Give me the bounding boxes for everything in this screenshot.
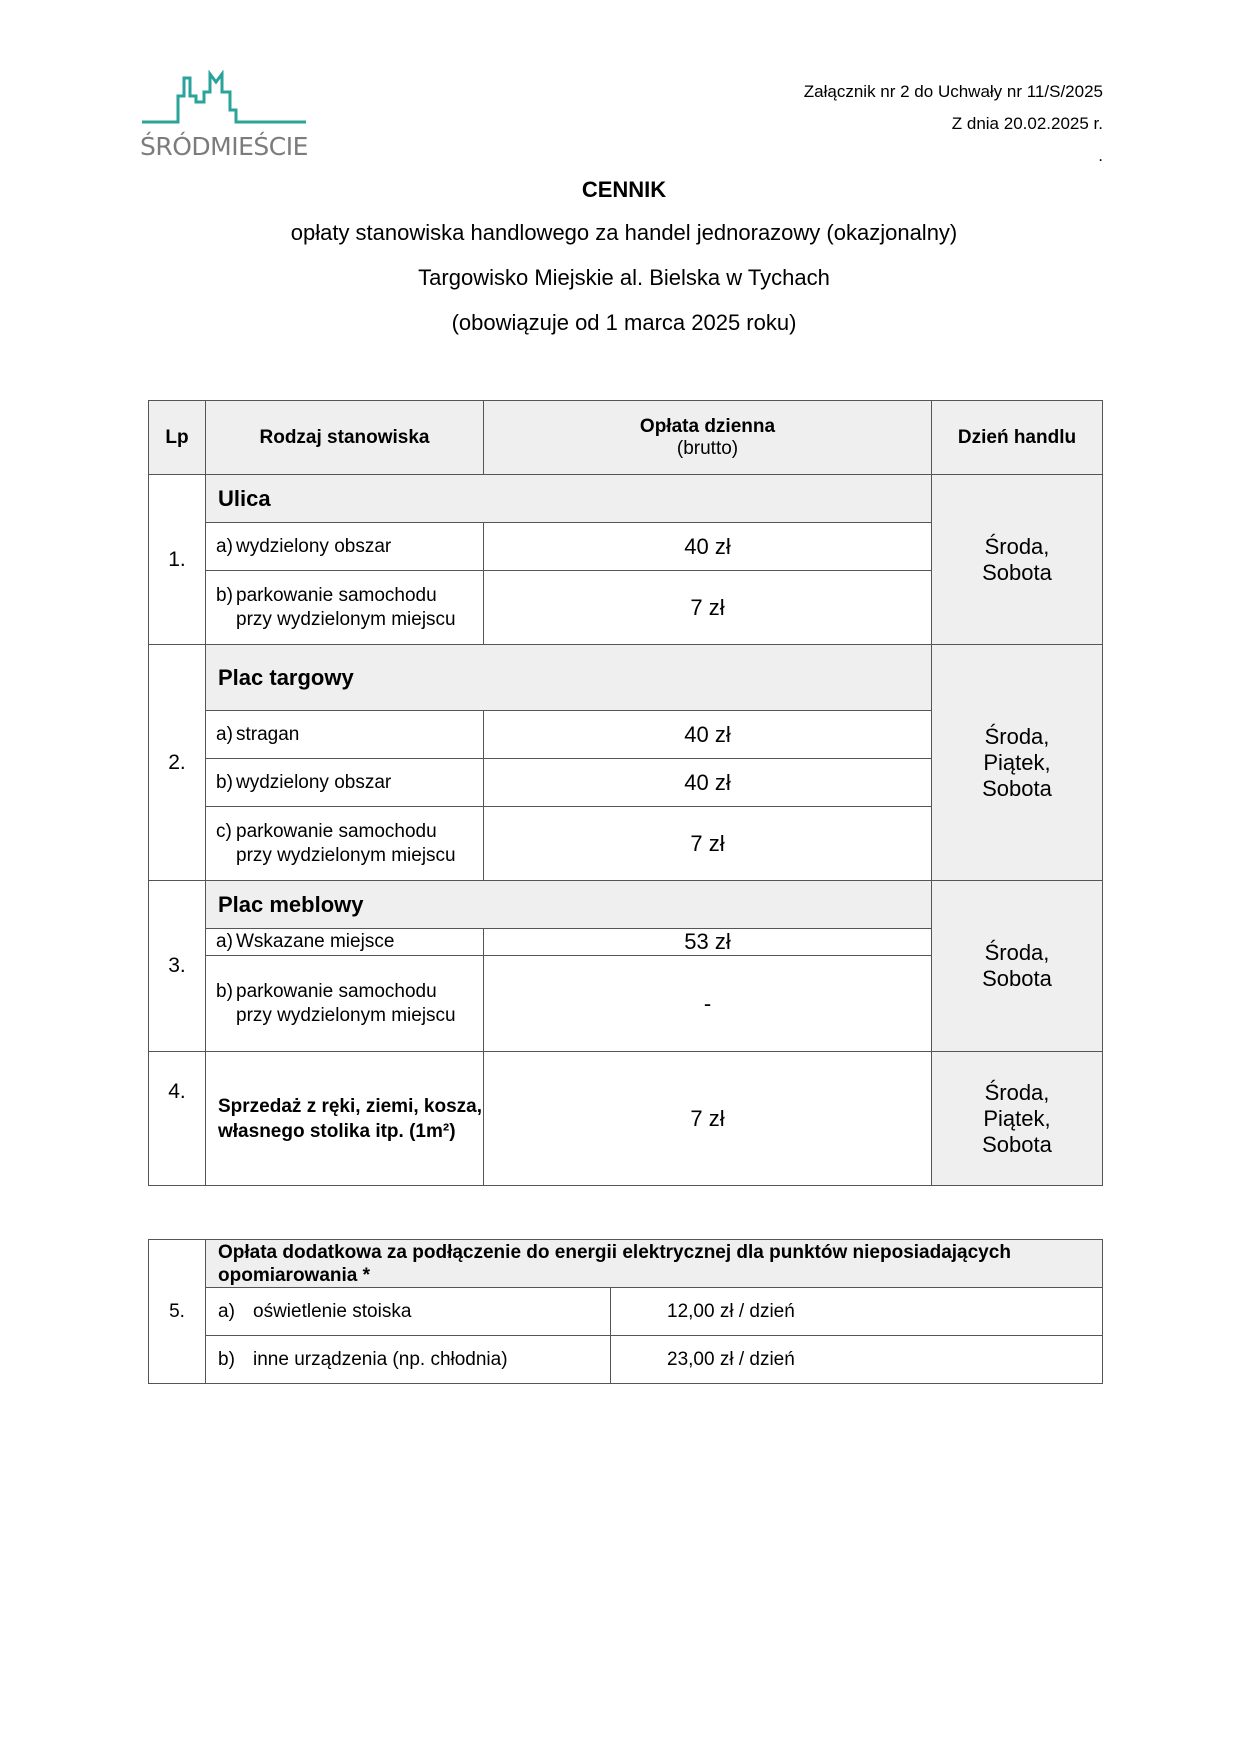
skyline-logo-icon [140, 70, 310, 130]
trading-days [932, 1052, 1103, 1186]
header-fee [484, 401, 932, 475]
table-row [149, 881, 1103, 929]
day: Środa, [984, 723, 1050, 749]
item-price: - [484, 956, 932, 1052]
header-day: Dzień handlu [932, 401, 1103, 475]
item-text: wydzielony obszar [236, 535, 392, 557]
trading-days [932, 881, 1103, 1052]
subtitle-fee: opłaty stanowiska handlowego za handel jednorazowy (okazjonalny) [290, 220, 958, 245]
day: Sobota [982, 1131, 1052, 1157]
item-name [206, 571, 484, 645]
day: Środa, [984, 940, 1050, 965]
category-label: Plac meblowy [206, 881, 932, 929]
item-letter: b) [216, 980, 233, 1002]
price-table [148, 400, 1103, 1186]
item-letter: b) [216, 771, 233, 793]
title-block [148, 170, 1100, 345]
table-row [149, 1336, 1103, 1384]
day: Sobota [982, 559, 1052, 585]
item-name [206, 807, 484, 881]
item-name [206, 929, 484, 956]
table-row [149, 1240, 1103, 1288]
table-row [149, 475, 1103, 523]
header-fee-sub: (brutto) [676, 437, 739, 459]
day: Sobota [982, 775, 1052, 801]
item-price: 7 zł [484, 571, 932, 645]
item-text: parkowanie samochodu przy wydzielonym miejscu [236, 584, 456, 630]
row-number: 1. [149, 475, 206, 645]
day: Środa, [984, 1079, 1050, 1105]
header-fee-label: Opłata dzienna [639, 415, 776, 437]
item-price: 23,00 zł / dzień [611, 1336, 1103, 1384]
item-letter: b) [218, 1348, 235, 1370]
item-price: 40 zł [484, 711, 932, 759]
item-letter: a) [216, 535, 233, 557]
item-text: stragan [236, 723, 300, 745]
day: Sobota [982, 966, 1052, 991]
trading-days [932, 645, 1103, 881]
item-name [206, 1288, 611, 1336]
annex-date: Z dnia 20.02.2025 r. [951, 114, 1103, 133]
category-label: Plac targowy [206, 645, 932, 711]
table-row [149, 1052, 1103, 1186]
annex-line: Załącznik nr 2 do Uchwały nr 11/S/2025 [803, 82, 1103, 101]
annex-dot: . [1098, 146, 1103, 165]
item-letter: a) [216, 723, 233, 745]
extra-fee-table [148, 1239, 1103, 1384]
item-price: 12,00 zł / dzień [611, 1288, 1103, 1336]
trading-days [932, 475, 1103, 645]
category-label: Ulica [206, 475, 932, 523]
row-number: 2. [149, 645, 206, 881]
item-text: parkowanie samochodu przy wydzielonym miejscu [236, 820, 456, 866]
header-lp: Lp [149, 401, 206, 475]
item-name [206, 759, 484, 807]
item-letter: b) [216, 584, 233, 606]
row-number: 3. [149, 881, 206, 1052]
day: Środa, [984, 533, 1050, 559]
item-price: 53 zł [484, 929, 932, 956]
item-name [206, 956, 484, 1052]
item-name [206, 1336, 611, 1384]
table-header-row [149, 401, 1103, 475]
item-letter: c) [216, 820, 232, 842]
subtitle-market: Targowisko Miejskie al. Bielska w Tychach [418, 265, 830, 290]
item-price: 7 zł [484, 1052, 932, 1186]
item-text: parkowanie samochodu przy wydzielonym miejscu [236, 980, 456, 1026]
logo [140, 70, 310, 165]
row-number: 5. [149, 1240, 206, 1384]
row-number: 4. [149, 1052, 206, 1186]
annex-header [804, 76, 1103, 172]
extra-fee-header: Opłata dodatkowa za podłączenie do energii elektrycznej dla punktów nieposiadających opomiarowania * [206, 1240, 1103, 1288]
item-text: inne urządzenia (np. chłodnia) [253, 1348, 508, 1370]
day: Piątek, [983, 1105, 1051, 1131]
table-row [149, 1288, 1103, 1336]
item-price: 7 zł [484, 807, 932, 881]
item-name: Sprzedaż z ręki, ziemi, kosza, własnego stolika itp. (1m²) [206, 1052, 484, 1186]
day: Piątek, [983, 749, 1051, 775]
subtitle-validity: (obowiązuje od 1 marca 2025 roku) [451, 310, 797, 335]
item-letter: a) [218, 1300, 235, 1322]
table-row [149, 645, 1103, 711]
item-price: 40 zł [484, 523, 932, 571]
item-text: wydzielony obszar [236, 771, 392, 793]
item-text: Wskazane miejsce [236, 931, 395, 952]
item-price: 40 zł [484, 759, 932, 807]
logo-text: ŚRÓDMIEŚCIE [140, 132, 308, 161]
item-letter: a) [216, 931, 233, 952]
header-type: Rodzaj stanowiska [206, 401, 484, 475]
page-title: CENNIK [581, 177, 667, 202]
item-name [206, 711, 484, 759]
item-text: oświetlenie stoiska [253, 1300, 412, 1322]
item-name [206, 523, 484, 571]
